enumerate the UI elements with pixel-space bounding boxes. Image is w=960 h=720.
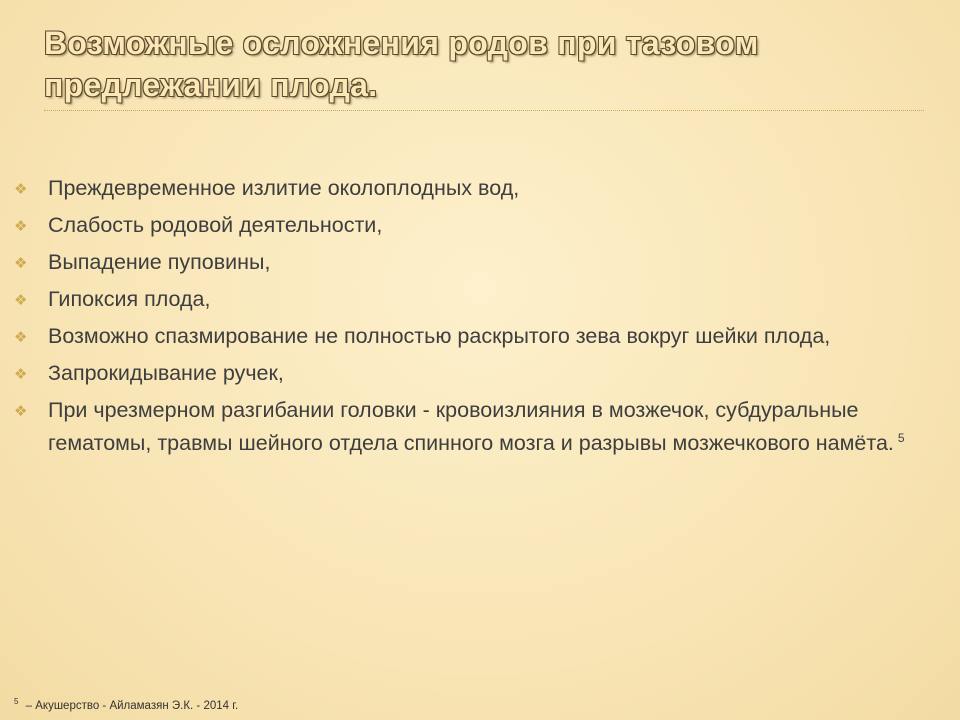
diamond-bullet-icon: ❖ — [14, 329, 28, 346]
bullet-list — [14, 172, 914, 464]
footnote-number: 5 — [14, 697, 19, 706]
bullet-text: Гипоксия плода, — [48, 287, 211, 311]
title-divider — [44, 110, 924, 111]
list-item — [14, 172, 914, 205]
list-item — [14, 320, 914, 353]
footnote-reference[interactable]: 5 — [897, 430, 905, 445]
bullet-text: Слабость родовой деятельности, — [48, 213, 383, 237]
bullet-text: Запрокидывание ручек, — [48, 361, 284, 385]
slide-title: Возможные осложнения родов при тазовом предлежании плода. — [44, 25, 759, 103]
list-item — [14, 283, 914, 316]
bullet-text: Выпадение пуповины, — [48, 250, 271, 274]
list-item — [14, 209, 914, 242]
diamond-bullet-icon: ❖ — [14, 181, 28, 198]
diamond-bullet-icon: ❖ — [14, 292, 28, 309]
list-item — [14, 394, 914, 460]
footnote-text: – Акушерство - Айламазян Э.К. - 2014 г. — [22, 699, 239, 712]
list-item — [14, 246, 914, 279]
diamond-bullet-icon: ❖ — [14, 366, 28, 383]
footnote — [14, 697, 238, 712]
bullet-text: Возможно спазмирование не полностью раскрытого зева вокруг шейки плода, — [48, 324, 831, 348]
list-item — [14, 357, 914, 390]
diamond-bullet-icon: ❖ — [14, 218, 28, 235]
diamond-bullet-icon: ❖ — [14, 255, 28, 272]
bullet-text: При чрезмерном разгибании головки - кровоизлияния в мозжечок, субдуральные гематомы, травмы шейного отдела спинного мозга и разрывы мозжечкового намёта. — [48, 398, 894, 455]
diamond-bullet-icon: ❖ — [14, 403, 28, 420]
bullet-text: Преждевременное излитие околоплодных вод, — [48, 176, 520, 200]
